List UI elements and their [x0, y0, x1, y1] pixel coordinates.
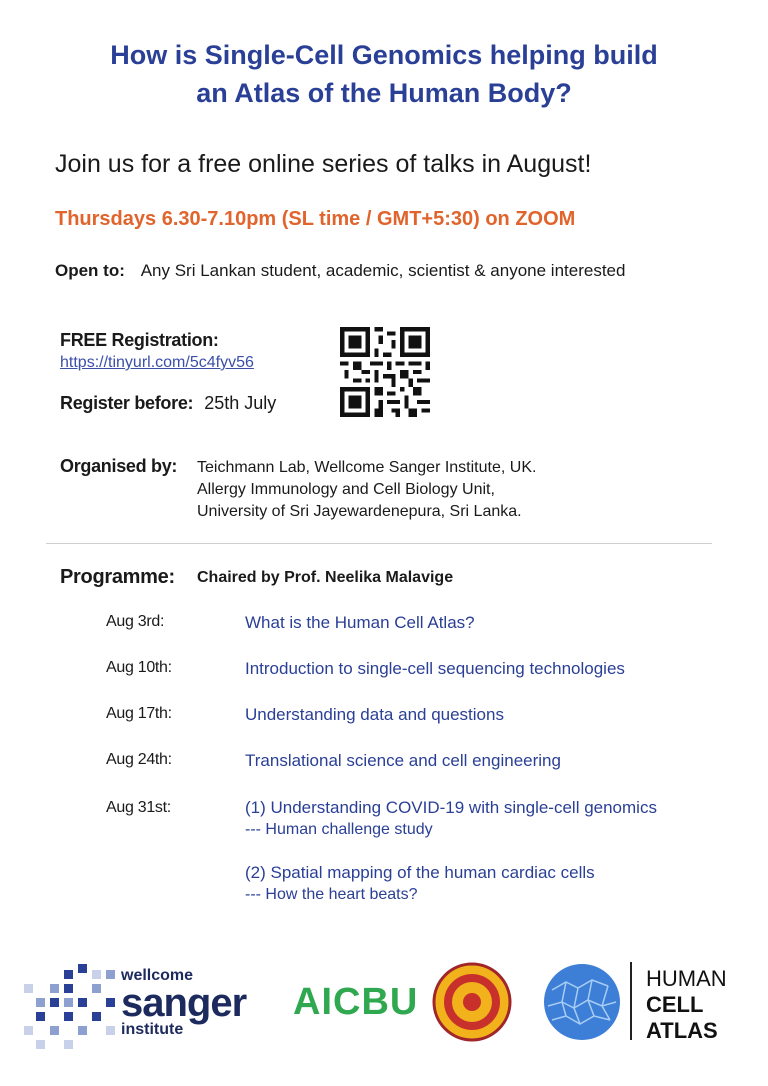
subtitle: Join us for a free online series of talks in August!: [55, 150, 592, 178]
divider: [46, 543, 712, 544]
programme-date: Aug 17th:: [106, 705, 172, 722]
register-before: [60, 393, 276, 414]
qr-code[interactable]: [340, 327, 430, 417]
university-seal-icon: [432, 962, 512, 1042]
programme-label: Programme:: [60, 566, 175, 588]
sanger-line-2: sanger: [121, 981, 247, 1025]
sanger-line-1: wellcome: [121, 967, 194, 984]
register-before-label: Register before:: [60, 393, 194, 413]
programme-topic: Understanding data and questions: [245, 705, 504, 724]
register-before-date: 25th July: [204, 393, 277, 413]
title-line-1: How is Single-Cell Genomics helping build: [110, 40, 658, 70]
hca-wordmark: [646, 966, 727, 1044]
human-cell-atlas-globe-icon: [542, 962, 622, 1042]
organiser-line: Allergy Immunology and Cell Biology Unit,: [197, 481, 495, 498]
aicbu-logo-text: AICBU: [293, 981, 419, 1023]
programme-topic-title: (1) Understanding COVID-19 with single-cell genomics: [245, 798, 657, 817]
programme-topic: [245, 862, 595, 906]
hca-line-1: HUMAN: [646, 966, 727, 991]
registration-link[interactable]: https://tinyurl.com/5c4fyv56: [60, 354, 254, 371]
logo-bar: [0, 950, 768, 1060]
sanger-line-3: institute: [121, 1021, 184, 1038]
open-to-label: Open to:: [55, 261, 125, 280]
schedule-time: Thursdays 6.30-7.10pm (SL time / GMT+5:30) on ZOOM: [55, 208, 576, 230]
programme-topic: [245, 797, 657, 841]
organiser-line: Teichmann Lab, Wellcome Sanger Institute, UK.: [197, 459, 537, 476]
programme-topic: Translational science and cell engineering: [245, 751, 561, 770]
programme-date: Aug 3rd:: [106, 613, 165, 630]
page-title: [0, 36, 768, 112]
open-to-value: Any Sri Lankan student, academic, scientist & anyone interested: [140, 261, 626, 280]
programme-topic: What is the Human Cell Atlas?: [245, 613, 475, 632]
hca-line-2: CELL: [646, 992, 704, 1017]
programme-topic-sub: --- How the heart beats?: [245, 886, 418, 903]
hca-divider: [630, 962, 632, 1040]
programme-topic-title: (2) Spatial mapping of the human cardiac cells: [245, 863, 595, 882]
organisers: [197, 457, 536, 523]
programme-date: Aug 31st:: [106, 799, 171, 816]
organiser-line: University of Sri Jayewardenepura, Sri Lanka.: [197, 503, 522, 520]
open-to: [55, 261, 625, 281]
programme-chair: Chaired by Prof. Neelika Malavige: [197, 569, 454, 586]
title-line-2: an Atlas of the Human Body?: [196, 78, 572, 108]
organised-label: Organised by:: [60, 456, 178, 476]
programme-date: Aug 10th:: [106, 659, 172, 676]
sanger-wordmark: [121, 967, 246, 1039]
programme-topic-sub: --- Human challenge study: [245, 821, 433, 838]
hca-line-3: ATLAS: [646, 1018, 718, 1043]
registration-label: FREE Registration:: [60, 330, 219, 350]
programme-topic: Introduction to single-cell sequencing technologies: [245, 659, 625, 678]
programme-date: Aug 24th:: [106, 751, 172, 768]
